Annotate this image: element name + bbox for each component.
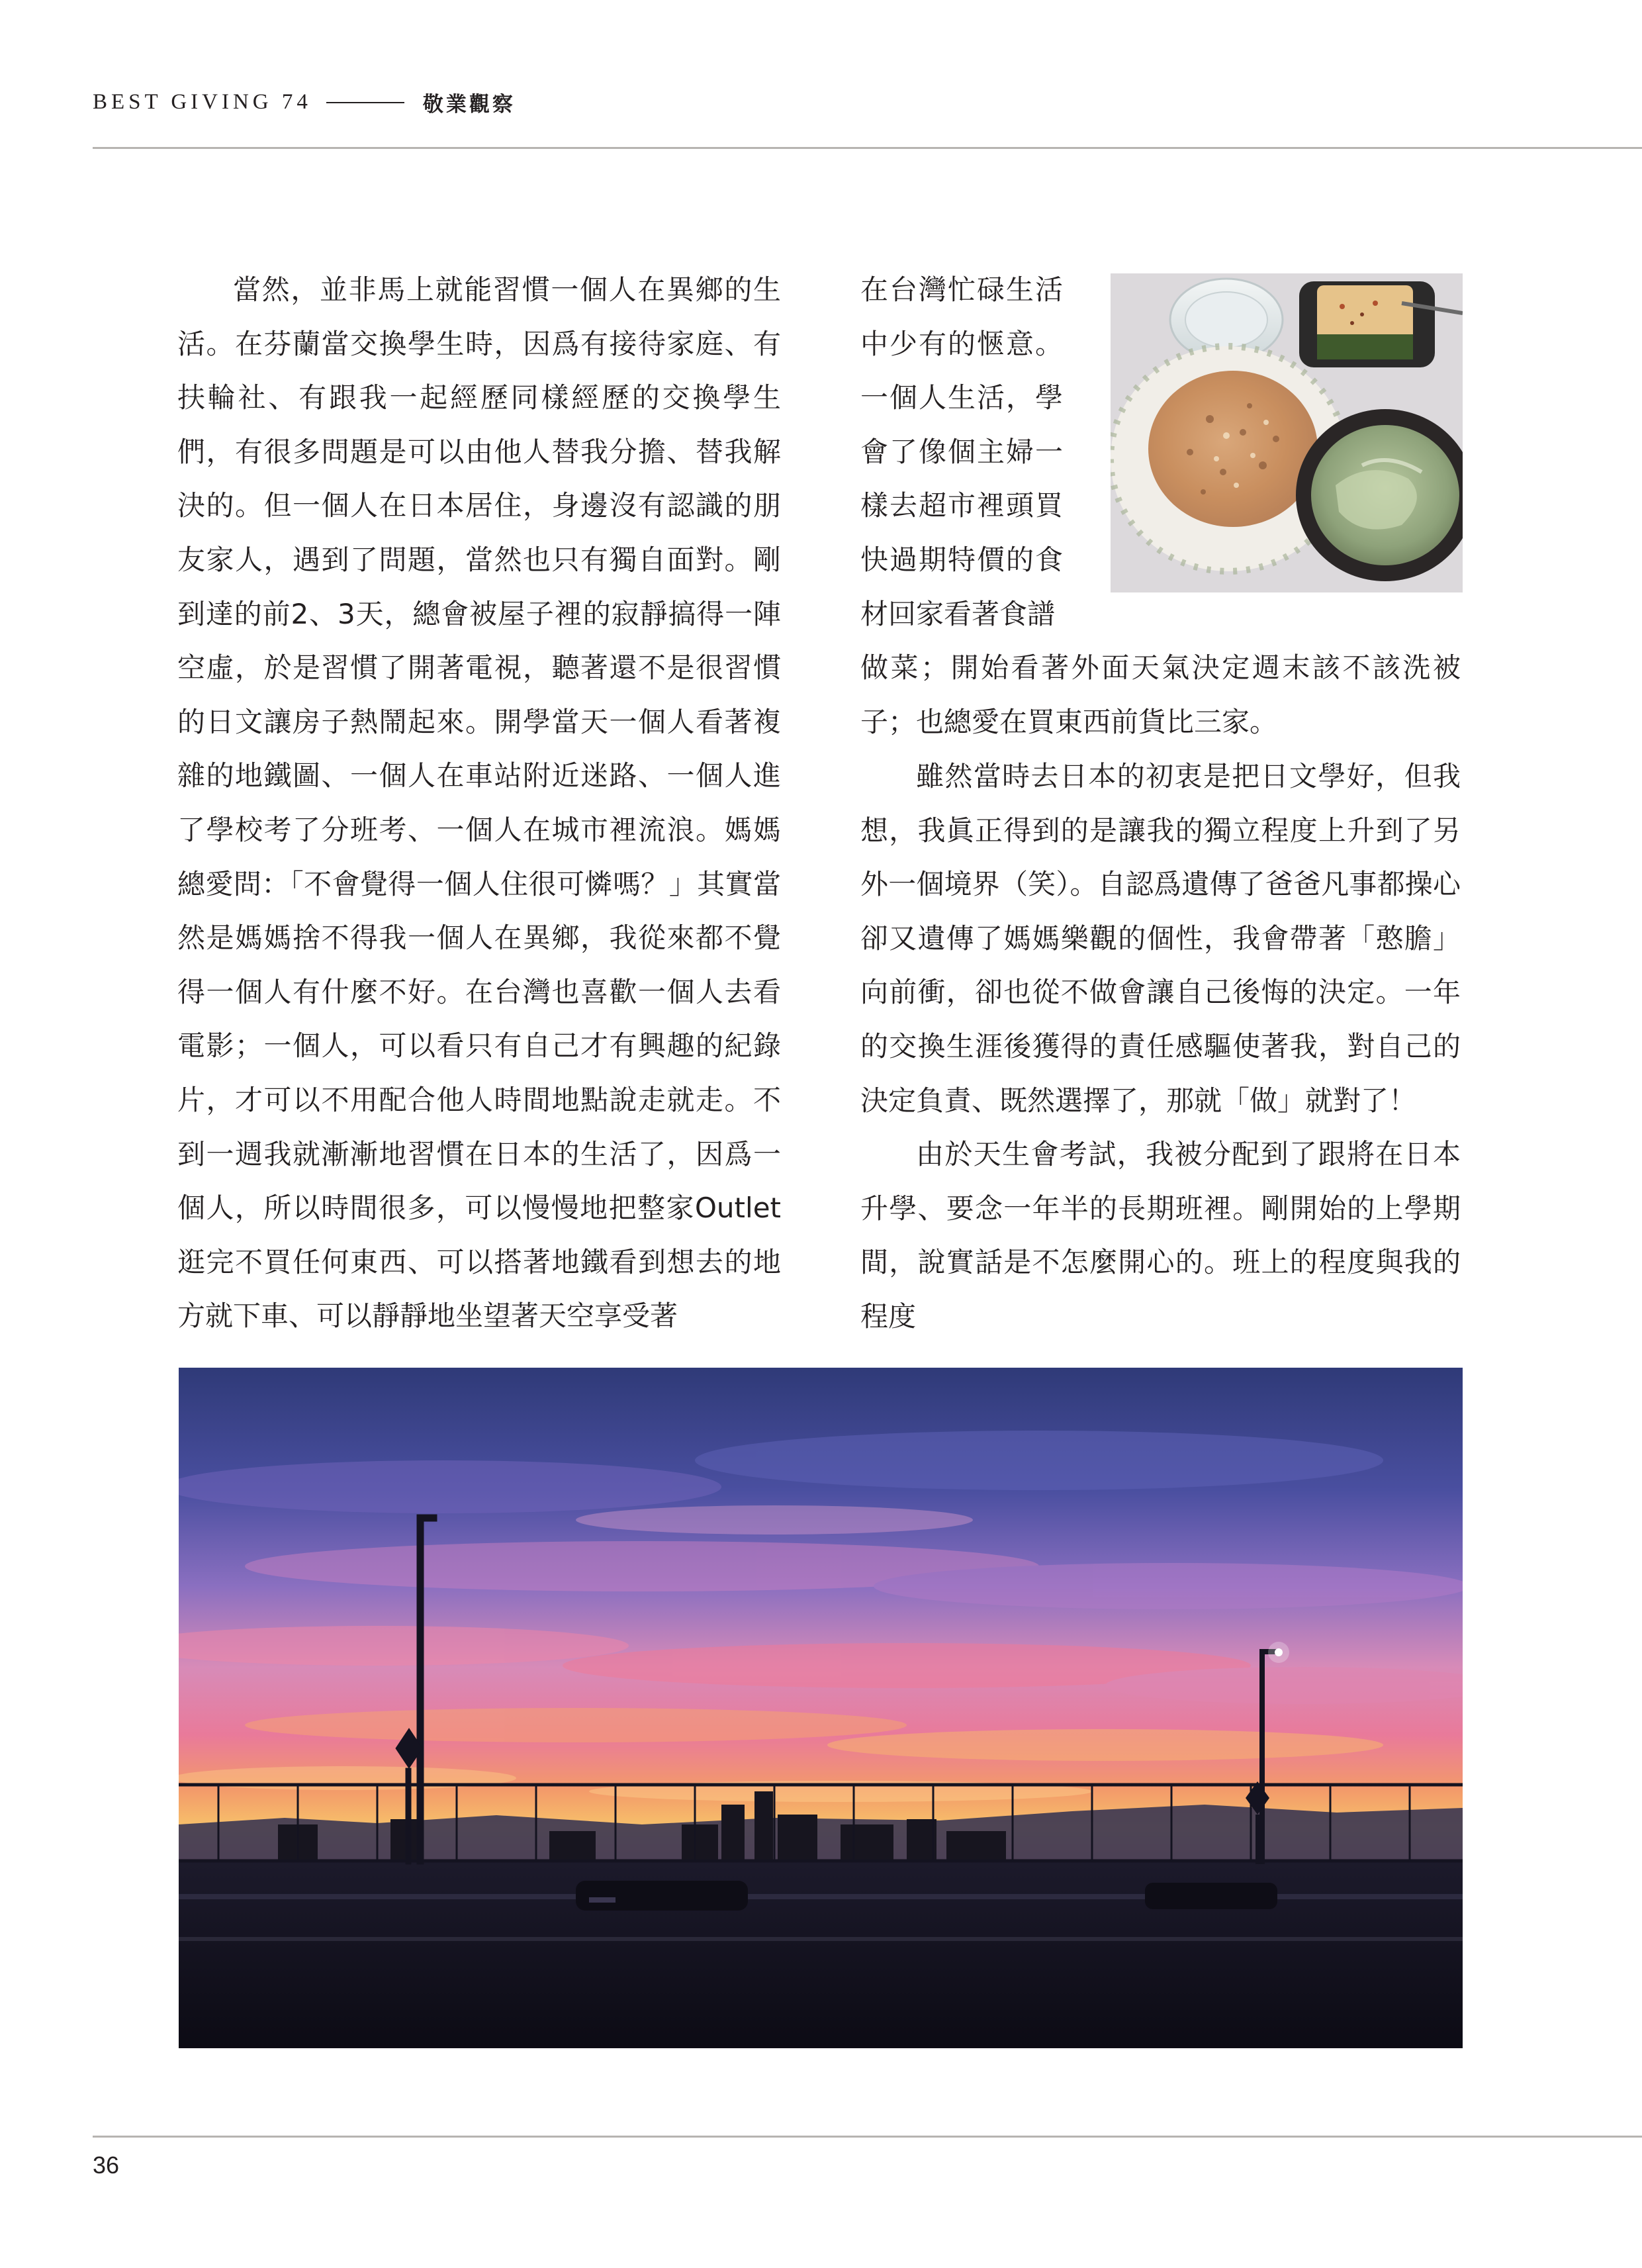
header-divider-line: [326, 102, 404, 103]
food-photo: [1111, 273, 1463, 592]
article-paragraph-3: 雖然當時去日本的初衷是把日文學好，但我想，我眞正得到的是讓我的獨立程度上升到了另外一個境界（笑）。自認爲遺傳了爸爸凡事都操心卻又遺傳了媽媽樂觀的個性，我會帶著「憨膽」向前衝，卻也從不做會讓自己後悔的決定。一年的交換生涯後獲得的責任感驅使著我，對自己的決定負責、既然選擇了，那就「做」就對了！: [860, 760, 1461, 1117]
article-paragraph-4: 由於天生會考試，我被分配到了跟將在日本升學、要念一年半的長期班裡。剛開始的上學期間，說實話是不怎麼開心的。班上的程度與我的程度: [860, 1138, 1461, 1333]
page-number: 36: [93, 2151, 120, 2179]
magazine-name: BEST GIVING 74: [93, 90, 312, 114]
footer-rule: [93, 2136, 1642, 2138]
article-paragraph-1: 當然，並非馬上就能習慣一個人在異鄉的生活。在芬蘭當交換學生時，因爲有接待家庭、有扶輪社、有跟我一起經歷同樣經歷的交換學生們，有很多問題是可以由他人替我分擔、替我解決的。但一個人在日本居住，身邊沒有認識的朋友家人，遇到了問題，當然也只有獨自面對。剛到達的前2、3天，總會被屋子裡的寂靜搞得一陣空虛，於是習慣了開著電視，聽著還不是很習慣的日文讓房子熱鬧起來。開學當天一個人看著複雜的地鐵圖、一個人在車站附近迷路、一個人進了學校考了分班考、一個人在城市裡流浪。媽媽總愛問：「不會覺得一個人住很可憐嗎？」其實當然是媽媽捨不得我一個人在異鄉，我從來都不覺得一個人有什麼不好。在台灣也喜歡一個人去看電影；一個人，可以看只有自己才有興趣的紀錄片，才可以不用配合他人時間地點說走就走。不到一週我就漸漸地習慣在日本的生活了，因爲一個人，所以時間很多，可以慢慢地把整家Outlet逛完不買任何東西、可以搭著地鐵看到想去的地方就下車、可以靜靜地坐望著天空享受著: [177, 273, 781, 1333]
article-paragraph-2-wrapped: 在台灣忙碌生活中少有的愜意。一個人生活，學會了像個主婦一樣去超市裡頭買快過期特價的食材回家看著食譜: [860, 273, 1063, 630]
section-name: 敬業觀察: [422, 93, 516, 117]
header-rule: [93, 147, 1642, 149]
sunset-photo: [179, 1368, 1463, 2048]
article-paragraph-2-continued: 做菜；開始看著外面天氣決定週末該不該洗被子；也總愛在買東西前貨比三家。: [860, 651, 1461, 738]
running-header: [93, 87, 516, 117]
